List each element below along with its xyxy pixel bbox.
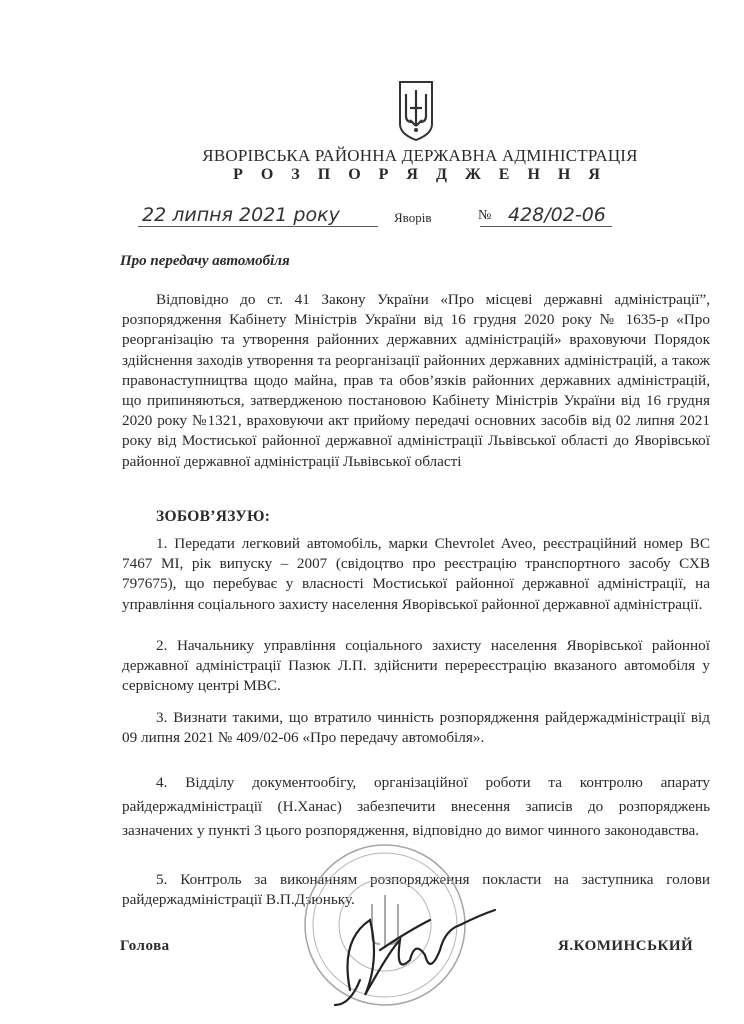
date-underline (138, 226, 378, 227)
handwritten-signature-icon (320, 880, 500, 1010)
document-place: Яворів (394, 210, 432, 225)
signatory-name: Я.КОМИНСЬКИЙ (558, 938, 694, 954)
number-sign: № (478, 208, 492, 223)
trident-emblem-icon (396, 80, 436, 142)
document-number: 428/02-06 (508, 204, 606, 226)
clause-5: 5. Контроль за виконанням розпорядження покласти на заступника голови райдержадміністрації В.П.Дзюньку. (122, 871, 710, 909)
clause-1: 1. Передати легковий автомобіль, марки Chevrolet Aveo, реєстраційний номер ВС 7467 МІ, рік випуску – 2007 (свідоцтво про реєстрацію транспортного засобу СХВ 797675), що перебуває у власності Мостиської районної державної адміністрації, на управління соціального захисту населення Яворівської районної державної адміністрації. (122, 535, 710, 613)
preamble-paragraph: Відповідно до ст. 41 Закону України «Про місцеві державні адміністрації”, розпорядження Кабінету Міністрів України від 16 грудня 2020 року № 1635-р «Про реорганізацію та утворення районних державних адміністрацій» враховуючи Порядок здійснення заходів утворення та реорганізації районних державних адміністрацій, а також правонаступництва щодо майна, прав та обов’язків районних державних адміністрацій, що припиняються, затвердженою постановою Кабінету Міністрів України від 16 грудня 2020 року №1321, враховуючи акт прийому передачі основних засобів від 02 липня 2021 року від Мостиської районної державної адміністрації Львівської області до Яворівської районної державної адміністрації Львівської області (122, 291, 710, 470)
clause-3: 3. Визнати такими, що втратило чинність розпорядження райдержадміністрації від 09 липня 2021 № 409/02-06 «Про передачу автомобіля». (122, 709, 710, 747)
clause-4: 4. Відділу документообігу, організаційної роботи та контролю апарату райдержадміністрації (Н.Ханас) забезпечити внесення записів до розпоряджень зазначених у пункті 3 цього розпорядження, відповідно до вимог чинного законодавства. (122, 774, 710, 839)
document-subject: Про передачу автомобіля (120, 253, 290, 269)
document-type: Р О З П О Р Я Д Ж Е Н Н Я (233, 166, 607, 183)
document-date: 22 липня 2021 року (142, 204, 340, 226)
organization-title: ЯВОРІВСЬКА РАЙОННА ДЕРЖАВНА АДМІНІСТРАЦІЯ (202, 146, 638, 165)
number-underline (480, 226, 612, 227)
signatory-role: Голова (120, 938, 170, 954)
obligation-heading: ЗОБОВ’ЯЗУЮ: (156, 508, 271, 525)
clause-2: 2. Начальнику управління соціального захисту населення Яворівської районної державної адміністрації Пазюк Л.П. здійснити перереєстрацію вказаного автомобіля у сервісному центрі МВС. (122, 637, 710, 695)
